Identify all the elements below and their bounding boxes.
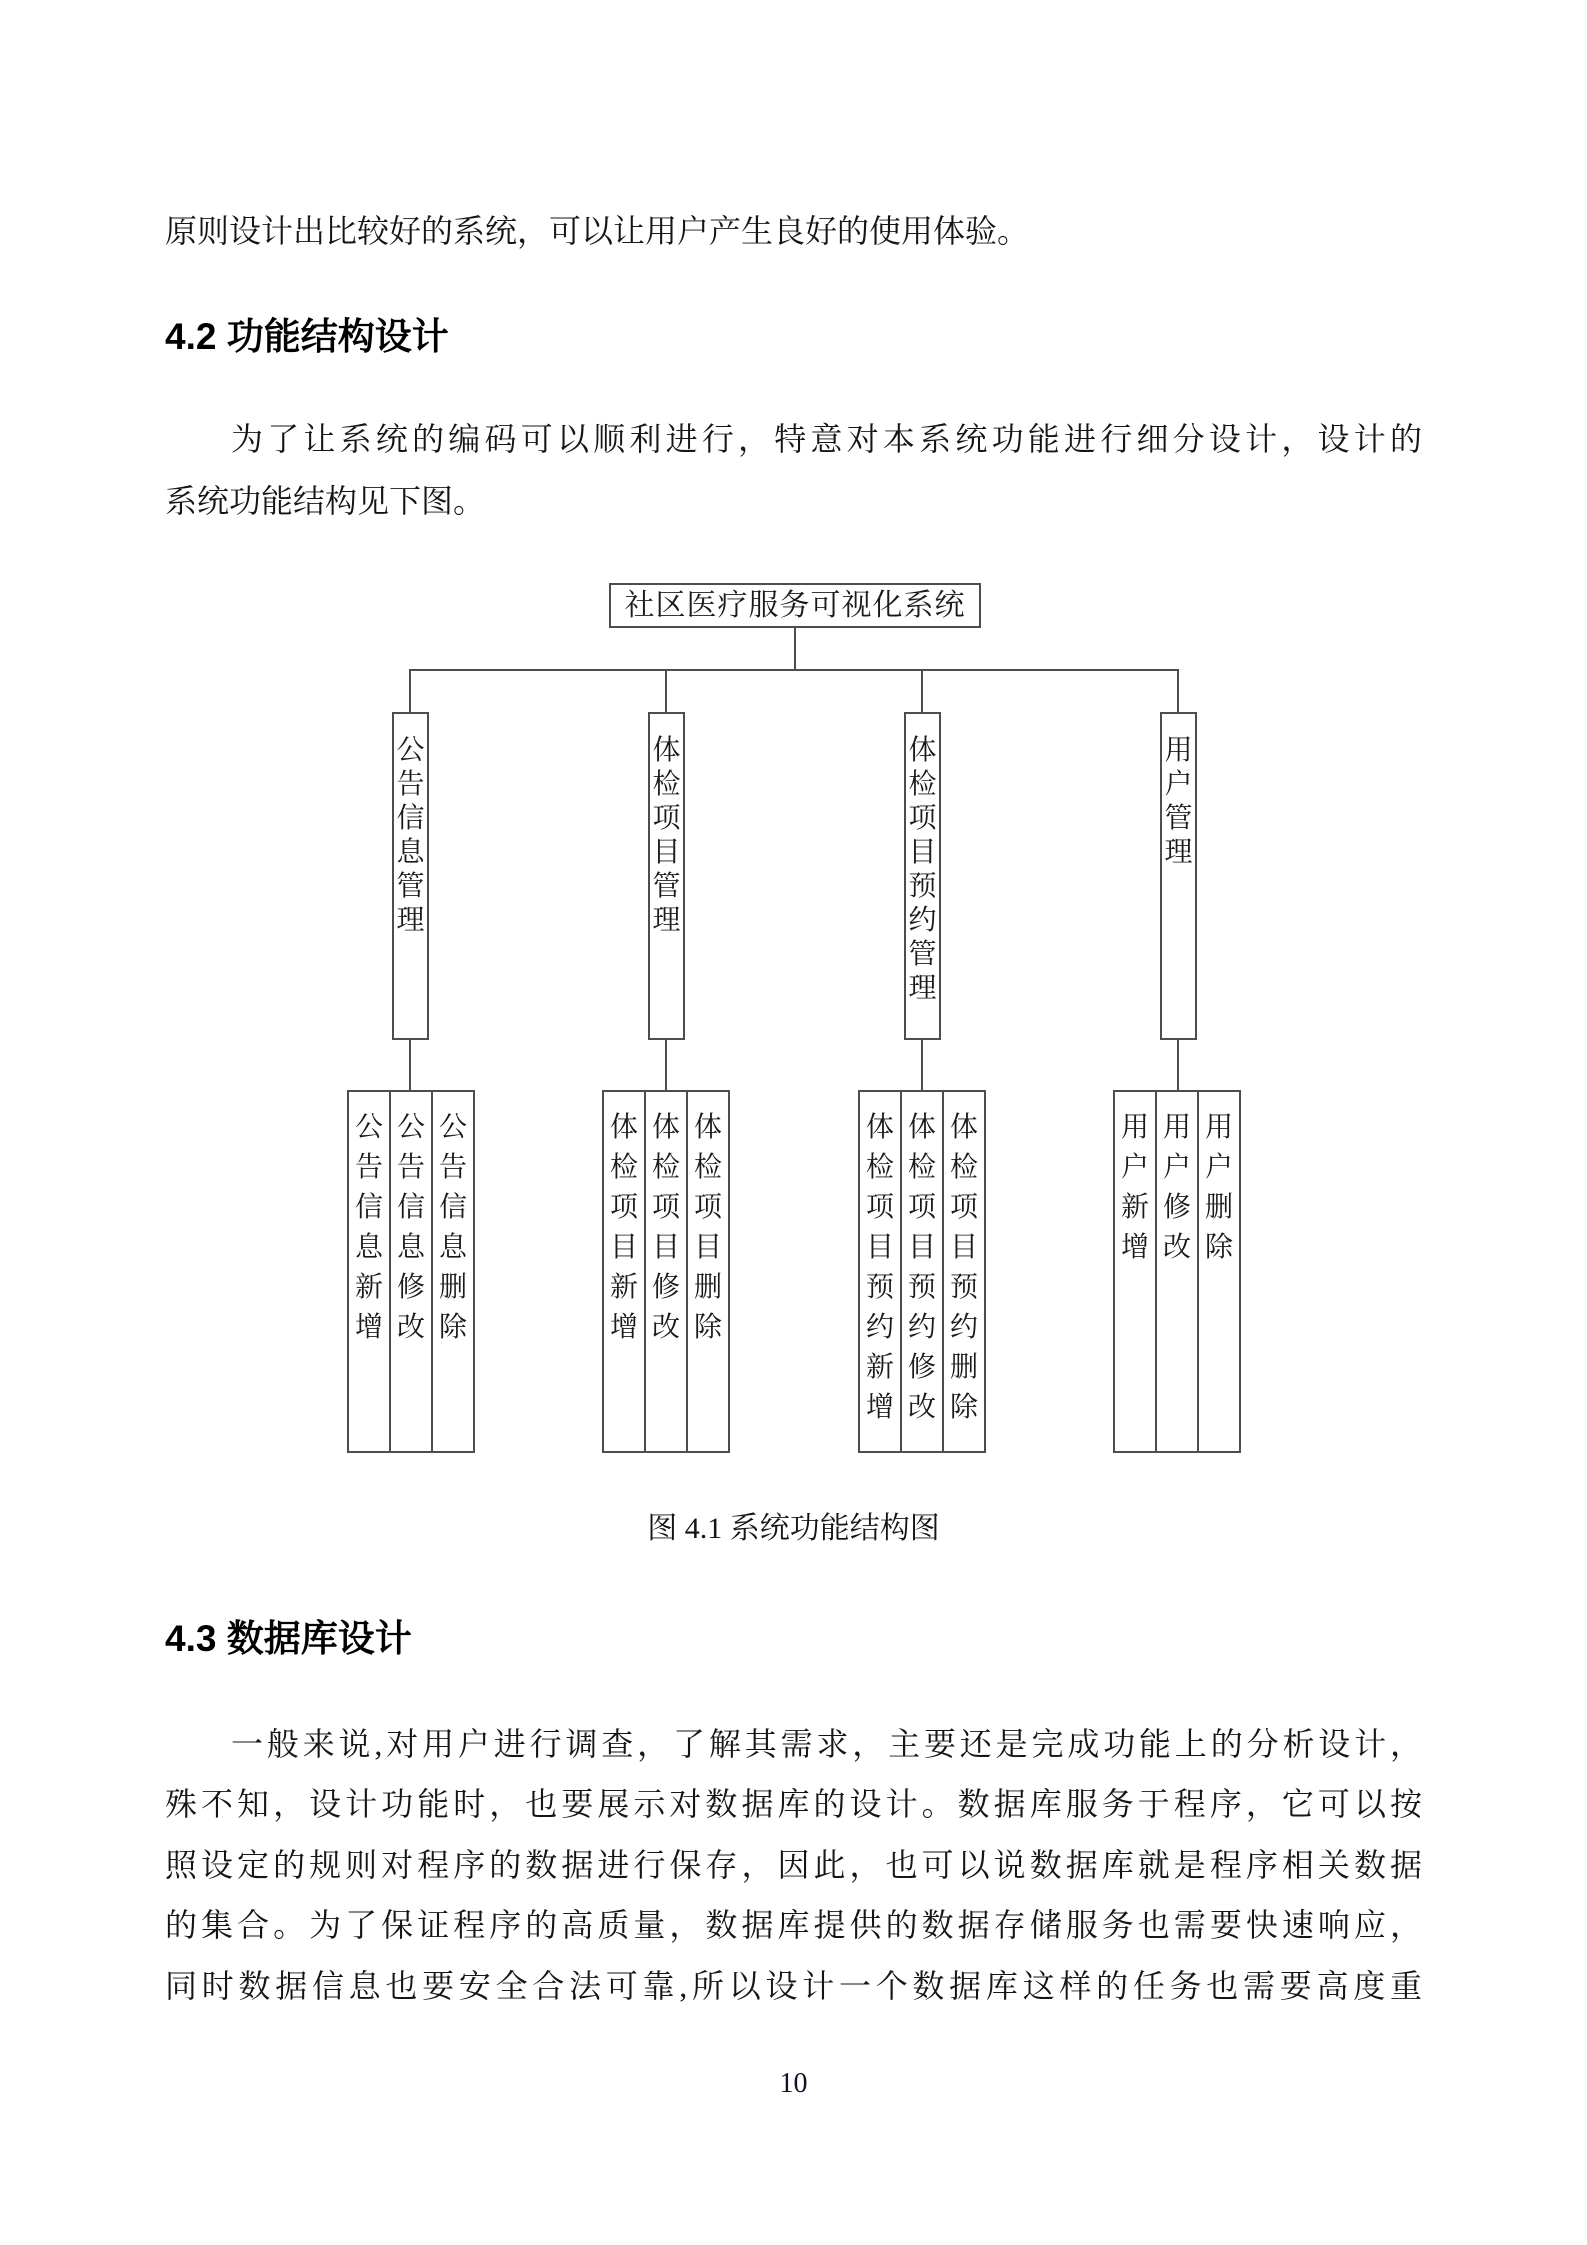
- diagram-connector-drop: [921, 669, 923, 712]
- section-4-3-paragraph-line: 一般来说,对用户进行调查，了解其需求，主要还是完成功能上的分析设计，: [231, 1726, 1422, 1762]
- diagram-leaf-box: 体 检 项 目 删 除: [686, 1090, 730, 1453]
- section-4-3-heading: 4.3 数据库设计: [165, 1618, 412, 1659]
- diagram-connector-leaf: [1177, 1040, 1179, 1090]
- section-4-3-paragraph-line: 照设定的规则对程序的数据进行保存，因此，也可以说数据库就是程序相关数据: [165, 1847, 1422, 1883]
- diagram-leaf-box: 体 检 项 目 预 约 修 改: [900, 1090, 944, 1453]
- diagram-root-box: 社区医疗服务可视化系统: [609, 583, 981, 628]
- diagram-leaf-box: 用 户 删 除: [1197, 1090, 1241, 1453]
- diagram-leaf-box: 体 检 项 目 预 约 新 增: [858, 1090, 902, 1453]
- diagram-branch-box-user-management: 用 户 管 理: [1160, 712, 1197, 1040]
- section-4-2-paragraph-line: 为了让系统的编码可以顺利进行，特意对本系统功能进行细分设计，设计的: [231, 421, 1422, 457]
- figure-caption: 图 4.1 系统功能结构图: [647, 1512, 940, 1545]
- diagram-leaf-box: 公 告 信 息 新 增: [347, 1090, 391, 1453]
- diagram-leaf-box: 用 户 修 改: [1155, 1090, 1199, 1453]
- diagram-leaf-box: 用 户 新 增: [1113, 1090, 1157, 1453]
- section-4-3-paragraph-line: 同时数据信息也要安全合法可靠,所以设计一个数据库这样的任务也需要高度重: [165, 1968, 1422, 2004]
- diagram-connector-bus: [409, 669, 1179, 671]
- diagram-connector-drop: [665, 669, 667, 712]
- intro-paragraph-line: 原则设计出比较好的系统，可以让用户产生良好的使用体验。: [165, 213, 1030, 249]
- diagram-leaf-box: 体 检 项 目 新 增: [602, 1090, 646, 1453]
- diagram-connector-leaf: [921, 1040, 923, 1090]
- diagram-leaf-box: 公 告 信 息 删 除: [431, 1090, 475, 1453]
- diagram-leaf-box: 体 检 项 目 修 改: [644, 1090, 688, 1453]
- section-4-3-paragraph-line: 殊不知，设计功能时，也要展示对数据库的设计。数据库服务于程序，它可以按: [165, 1786, 1422, 1822]
- page-number: 10: [779, 2068, 808, 2099]
- section-4-2-paragraph-line: 系统功能结构见下图。: [165, 483, 486, 519]
- diagram-connector-stem: [794, 628, 796, 669]
- diagram-connector-leaf: [409, 1040, 411, 1090]
- diagram-connector-leaf: [665, 1040, 667, 1090]
- diagram-leaf-box: 体 检 项 目 预 约 删 除: [942, 1090, 986, 1453]
- diagram-connector-drop: [409, 669, 411, 712]
- section-4-2-heading: 4.2 功能结构设计: [165, 316, 449, 357]
- diagram-branch-box-checkup-item-management: 体 检 项 目 管 理: [648, 712, 685, 1040]
- diagram-leaf-box: 公 告 信 息 修 改: [389, 1090, 433, 1453]
- diagram-branch-box-checkup-appointment-management: 体 检 项 目 预 约 管 理: [904, 712, 941, 1040]
- section-4-3-paragraph-line: 的集合。为了保证程序的高质量，数据库提供的数据存储服务也需要快速响应，: [165, 1907, 1422, 1943]
- diagram-connector-drop: [1177, 669, 1179, 712]
- diagram-branch-box-announcement-management: 公 告 信 息 管 理: [392, 712, 429, 1040]
